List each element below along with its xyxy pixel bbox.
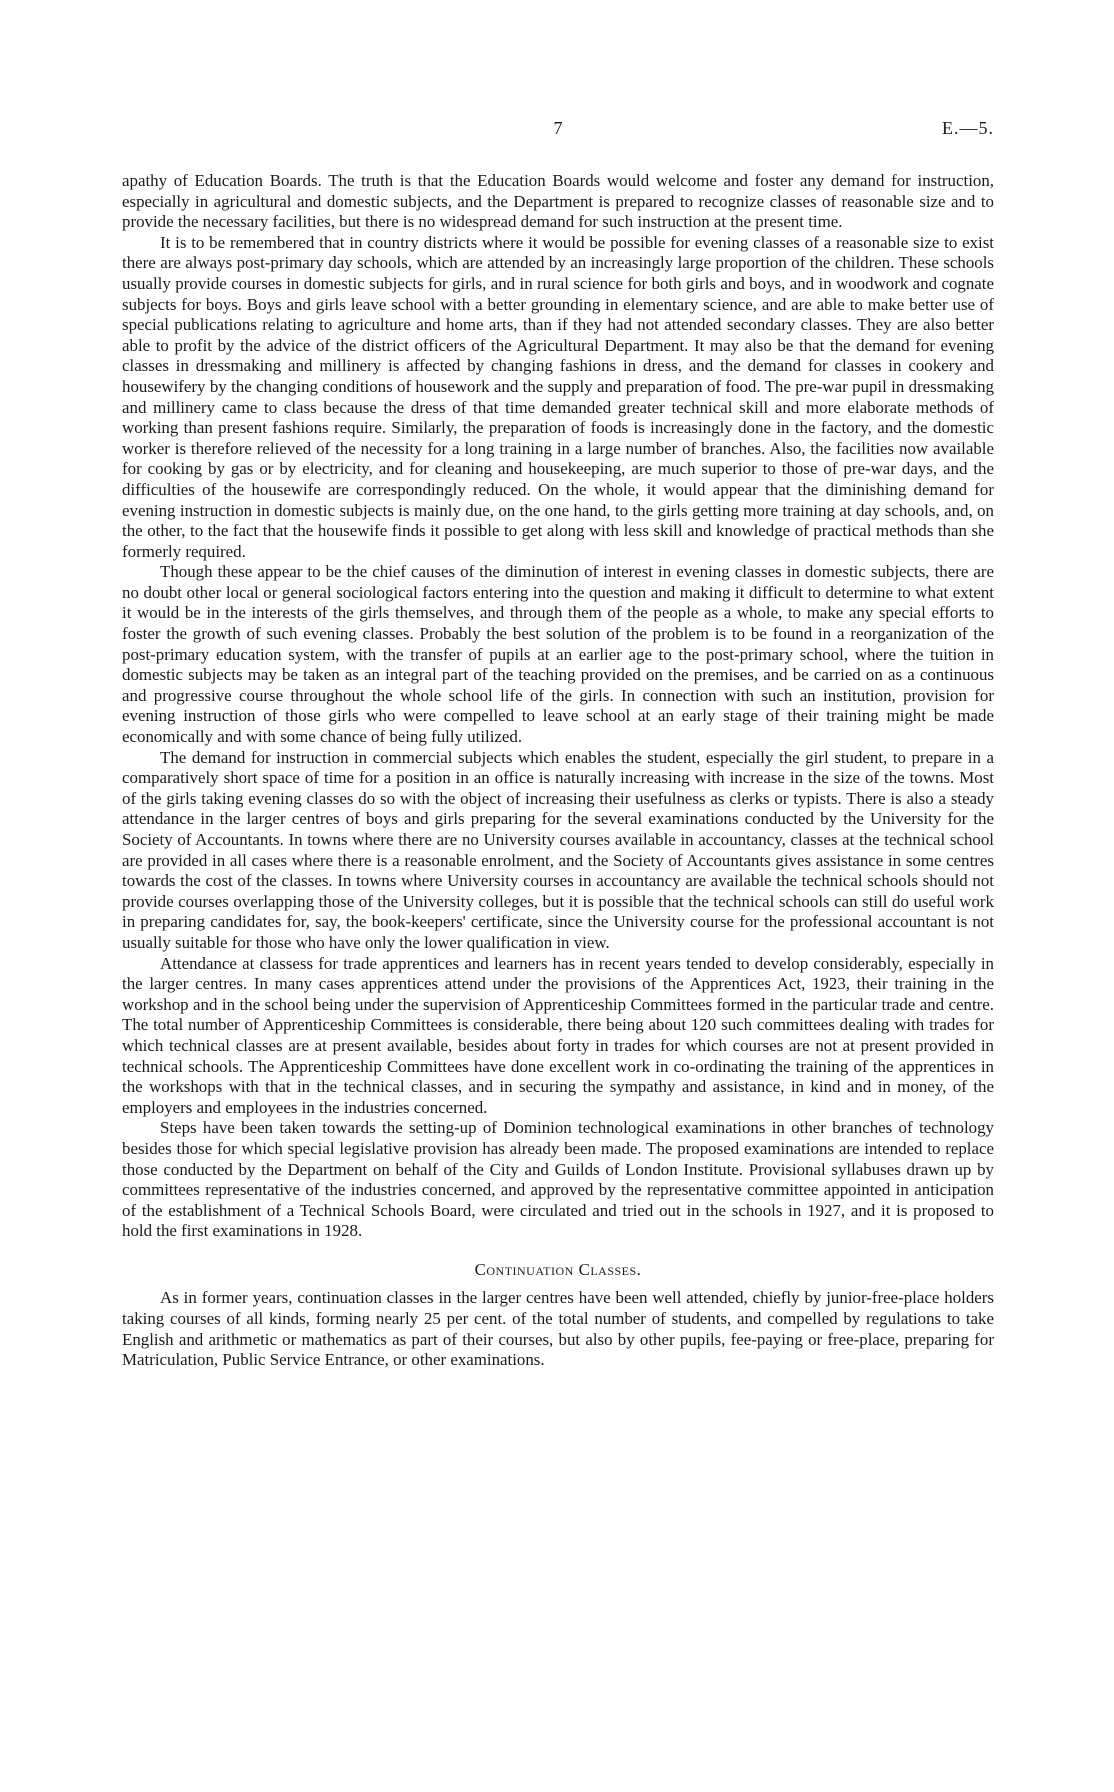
document-reference: E.—5. — [942, 118, 994, 138]
section-paragraph: As in former years, continuation classes in the larger centres have been well attended, chiefly by junior-free-place holders taking courses of all kinds, forming nearly 25 per cent. of the total number of students, and compelled by regulations to take English and arithmetic or mathematics as part of their courses, but also by other pupils, fee-paying or free-place, preparing for Matriculation, Public Service Entrance, or other examinations. — [122, 1288, 994, 1370]
page-body — [122, 171, 994, 1371]
section-heading: Continuation Classes. — [474, 1259, 642, 1279]
paragraph-4: The demand for instruction in commercial subjects which enables the student, especially the girl student, to prepare in a comparatively short space of time for a position in an office is naturally increasing with increase in the size of the towns. Most of the girls taking evening classes do so with the object of increasing their usefulness as clerks or typists. There is also a steady attendance in the larger centres of boys and girls preparing for the several examinations conducted by the University for the Society of Accountants. In towns where there are no University courses available in accountancy, classes at the technical school are provided in all cases where there is a reasonable enrolment, and the Society of Accountants gives assistance in some centres towards the cost of the classes. In towns where University courses in accountancy are available the technical schools should not provide courses overlapping those of the University colleges, but it is possible that the technical schools can still do useful work in preparing candidates for, say, the book-keepers' certificate, since the University course for the professional accountant is not usually suitable for those who have only the lower qualification in view. — [122, 747, 994, 952]
page-number: 7 — [553, 118, 563, 138]
paragraph-6: Steps have been taken towards the setting-up of Dominion technological examinations in other branches of technology besides those for which special legislative provision has already been made. The proposed examinations are intended to replace those conducted by the Department on behalf of the City and Guilds of London Institute. Provisional syllabuses drawn up by committees representative of the industries concerned, and approved by the representative committee appointed in anticipation of the establishment of a Technical Schools Board, were circulated and tried out in the schools in 1927, and it is proposed to hold the first examinations in 1928. — [122, 1118, 994, 1241]
paragraph-1: apathy of Education Boards. The truth is that the Education Boards would welcome and foster any demand for instruction, especially in agricultural and domestic subjects, and the Department is prepared to recognize classes of reasonable size and to provide the necessary facilities, but there is no widespread demand for such instruction at the present time. — [122, 171, 994, 232]
paragraph-5: Attendance at classess for trade apprentices and learners has in recent years tended to develop considerably, especially in the larger centres. In many cases apprentices attend under the provisions of the Apprentices Act, 1923, their training in the workshop and in the school being under the supervision of Apprenticeship Committees formed in the particular trade and centre. The total number of Apprenticeship Committees is considerable, there being about 120 such committees dealing with trades for which technical classes are at present available, besides about forty in trades for which courses are not at present provided in technical schools. The Apprenticeship Committees have done excellent work in co-ordinating the training of the apprentices in the workshops with that in the technical classes, and in securing the sympathy and assistance, in kind and in money, of the employers and employees in the industries concerned. — [122, 953, 994, 1117]
paragraph-2: It is to be remembered that in country districts where it would be possible for evening classes of a reasonable size to exist there are always post-primary day schools, which are attended by an increasingly large proportion of the children. These schools usually provide courses in domestic subjects for girls, and in rural science for both girls and boys, and in woodwork and cognate subjects for boys. Boys and girls leave school with a better grounding in elementary science, and are able to make better use of special publications relating to agriculture and home arts, than if they had not attended secondary classes. They are also better able to profit by the advice of the district officers of the Agricultural Department. It may also be that the demand for evening classes in dressmaking and millinery is affected by changing fashions in dress, and the demand for classes in cookery and housewifery by the changing conditions of housework and the supply and preparation of food. The pre-war pupil in dressmaking and millinery came to class because the dress of that time demanded greater technical skill and more elaborate methods of working than present fashions require. Similarly, the preparation of foods is increasingly done in the factory, and the domestic worker is therefore relieved of the necessity for a long training in a large number of branches. Also, the facilities now available for cooking by gas or by electricity, and for cleaning and housekeeping, are much superior to those of pre-war days, and the difficulties of the housewife are correspondingly reduced. On the whole, it would appear that the diminishing demand for evening instruction in domestic subjects is mainly due, on the one hand, to the girls getting more training at day schools, and, on the other, to the fact that the housewife finds it possible to get along with less skill and knowledge of practical methods than she formerly required. — [122, 232, 994, 561]
paragraph-3: Though these appear to be the chief causes of the diminution of interest in evening classes in domestic subjects, there are no doubt other local or general sociological factors entering into the question and making it difficult to determine to what extent it would be in the interests of the girls themselves, and through them of the people as a whole, to make any special efforts to foster the growth of such evening classes. Probably the best solution of the problem is to be found in a reorganization of the post-primary education system, with the transfer of pupils at an earlier age to the post-primary school, where the tuition in domestic subjects may be taken as an integral part of the teaching provided on the premises, and be carried on as a continuous and progressive course throughout the whole school life of the girls. In connection with such an institution, provision for evening instruction of those girls who were compelled to leave school at an early stage of their training might be made economically and with some chance of being fully utilized. — [122, 562, 994, 747]
page-header — [122, 118, 994, 142]
